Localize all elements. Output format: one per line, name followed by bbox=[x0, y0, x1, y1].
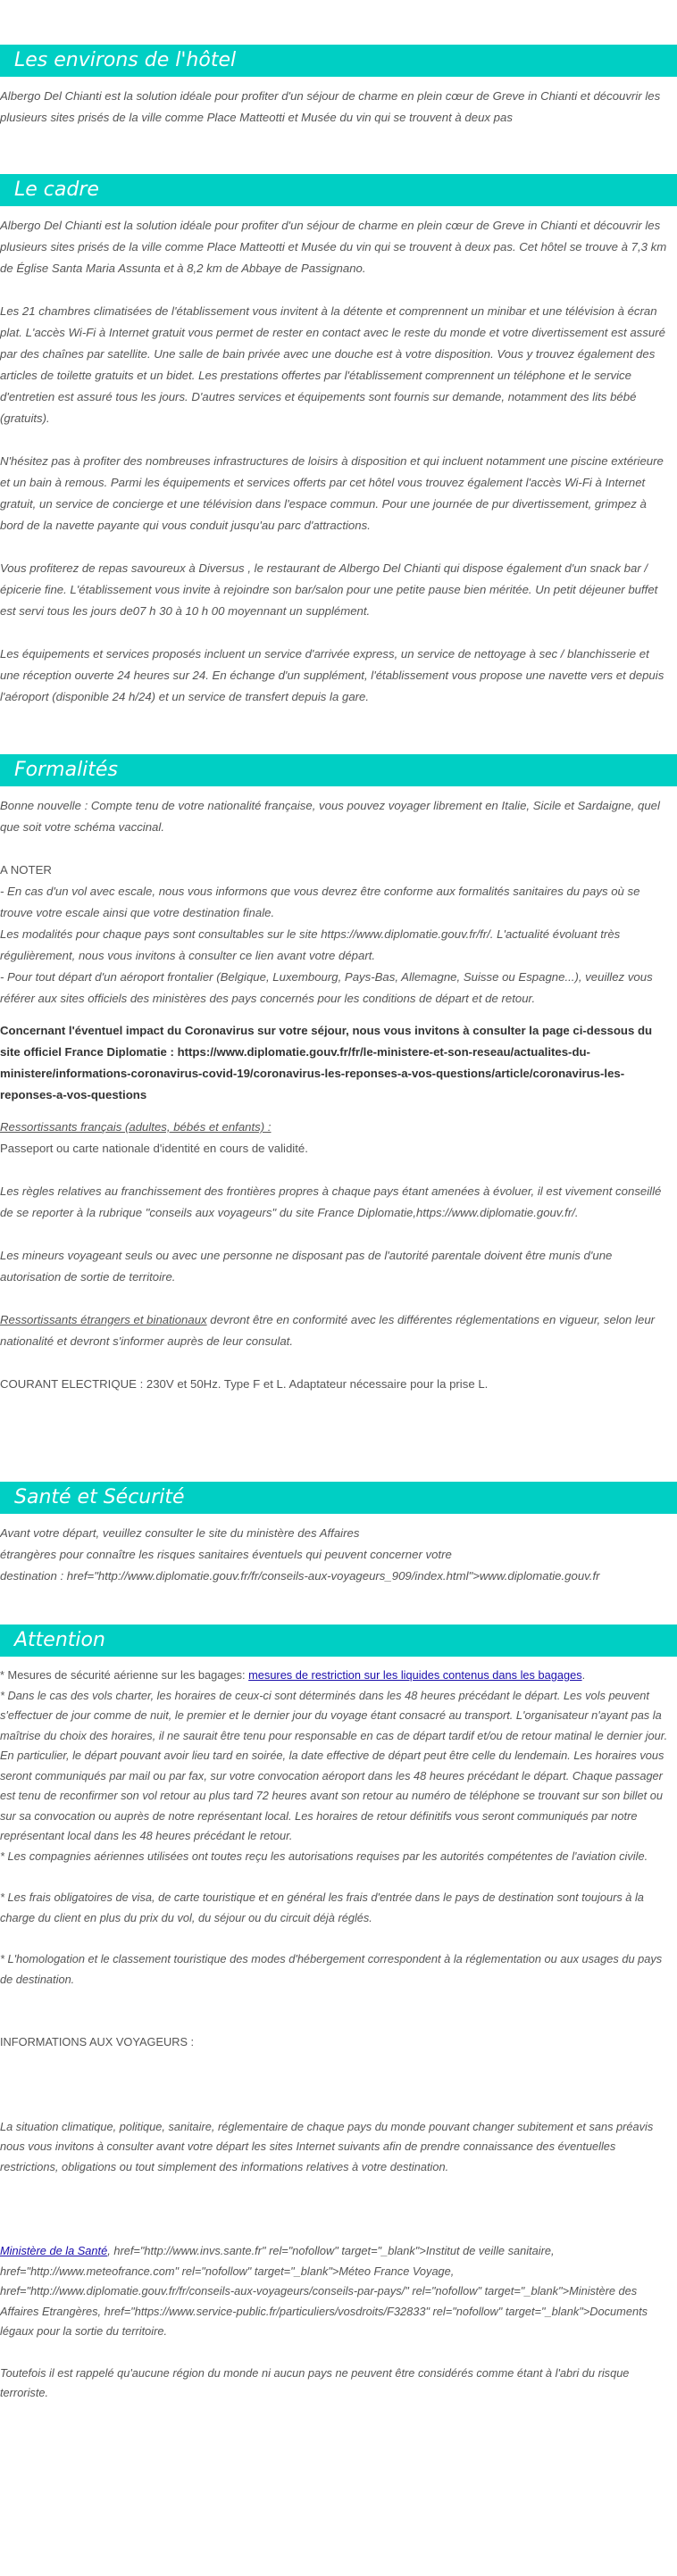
paragraph: Les règles relatives au franchissement des frontières propres à chaque pays étant amenées à évoluer, il est vivement conseillé de se reporter à la rubrique "conseils aux voyageurs" du site France Diplomatie,https://www.diplomatie.gouv.fr/. bbox=[0, 1184, 662, 1219]
paragraph bbox=[0, 1309, 668, 1352]
paragraph-line: Avant votre départ, veuillez consulter le site du ministère des Affaires bbox=[0, 1526, 360, 1540]
section-title-formalites: Formalités bbox=[0, 754, 677, 786]
paragraph: Les 21 chambres climatisées de l'établissement vous invitent à la détente et comprennent un minibar et une télévision à écran plat. L'accès Wi-Fi à Internet gratuit vous permet de rester en contact avec le reste du monde et votre divertissement est assuré par des chaînes par satellite. Une salle de bain privée avec une douche est à votre disposition. Vous y trouvez également des articles de toilette gratuits et un bidet. Les prestations offertes par l'établissement comprennent un téléphone et le service d'entretien est assuré tous les jours. D'autres services et équipements sont fournis sur demande, notamment des lits bébé (gratuits). bbox=[0, 304, 665, 425]
paragraph: Les mineurs voyageant seuls ou avec une personne ne disposant pas de l'autorité parentale doivent être munis d'une autorisation de sortie de territoire. bbox=[0, 1249, 613, 1284]
covid-notice: Concernant l'éventuel impact du Coronavirus sur votre séjour, nous vous invitons à consulter la page ci-dessous du site officiel France Diplomatie : https://www.diplomatie.gouv.fr/fr/le-ministere-et-son-reseau/actualites-du-ministere/informations-coronavirus-covid-19/coronavirus-les-reponses-a-vos-questions/article/coronavirus-les-reponses-a-vos-questions bbox=[0, 1024, 653, 1101]
section-body-sante bbox=[0, 1514, 677, 1587]
paragraph: La situation climatique, politique, sanitaire, réglementaire de chaque pays du monde pouvant changer subitement et sans préavis bbox=[0, 2119, 654, 2133]
electric-info: COURANT ELECTRIQUE : 230V et 50Hz. Type F et L. Adaptateur nécessaire pour la prise L. bbox=[0, 1377, 489, 1391]
travellers-info-heading: INFORMATIONS AUX VOYAGEURS : bbox=[0, 2035, 195, 2048]
paragraph-text: devront être en conformité avec les différentes réglementations en vigueur, selon leur nationalité et devront s'informer auprès de leur consulat. bbox=[0, 1313, 656, 1348]
section-body-cadre bbox=[0, 206, 677, 708]
paragraph-text: * Mesures de sécurité aérienne sur les bagages: bbox=[0, 1668, 249, 1682]
paragraph: * Les frais obligatoires de visa, de carte touristique et en général les frais d'entrée dans le pays de destination sont toujours à la charge du client en plus du prix du vol, du séjour ou du circuit déjà réglés. bbox=[0, 1890, 644, 1924]
paragraph: * Dans le cas des vols charter, les horaires de ceux-ci sont déterminés dans les 48 heures précédant le départ. Les vols peuvent s'effectuer de jour comme de nuit, le premier et le dernier jour du voyage étant consacré au transport. L'organisateur n'ayant pas la maîtrise du choix des horaires, il ne saurait être tenu pour responsable en cas de départ tardif et/ou de retour matinal le dernier jour. En particulier, le départ pouvant avoir lieu tard en soirée, la date effective de départ peut être celle du lendemain. Les horaires vous seront communiqués par mail ou par fax, sur votre convocation aéroport dans les 48 heures précédant le départ. Chaque passager est tenu de reconfirmer son vol retour au plus tard 72 heures avant son retour au numéro de téléphone se trouvant sur son billet ou sur sa convocation ou auprès de notre représentant local. Les horaires de retour définitifs vous seront communiqués par notre représentant local dans les 48 heures précédant le retour. bbox=[0, 1688, 668, 1842]
paragraph: Les modalités pour chaque pays sont consultables sur le site https://www.diplomatie.gouv.fr/fr/. L'actualité évoluant très régulièrement, nous vous invitons à consulter ce lien avant votre départ. bbox=[0, 927, 621, 962]
subheading-foreign-nationals: Ressortissants étrangers et binationaux bbox=[0, 1313, 207, 1326]
section-body-formalites bbox=[0, 786, 677, 1395]
paragraph: * L'homologation et le classement touristique des modes d'hébergement correspondent à la réglementation ou aux usages du pays de destination. bbox=[0, 1952, 663, 1986]
health-ministry-link[interactable]: Ministère de la Santé bbox=[0, 2244, 108, 2257]
paragraph-line: destination : href="http://www.diplomatie.gouv.fr/fr/conseils-aux-voyageurs_909/index.html">www.diplomatie.gouv.fr bbox=[0, 1569, 600, 1583]
section-title-cadre: Le cadre bbox=[0, 174, 677, 206]
paragraph: - Pour tout départ d'un aéroport frontalier (Belgique, Luxembourg, Pays-Bas, Allemagne, Suisse ou Espagne...), veuillez vous référer aux sites officiels des ministères des pays concernés pour les conditions de départ et de retour. bbox=[0, 970, 653, 1005]
paragraph-text: , href="http://www.invs.sante.fr" rel="nofollow" target="_blank">Institut de veille sanitaire, href="http://www.meteofrance.com" rel="nofollow" target="_blank">Méteo France Voyage, href="http://www.diplomatie.gouv.fr/fr/conseils-aux-voyageurs/conseils-par-pays/" rel="nofollow" target="_blank">Ministère des Affaires Etrangères, href="https://www.service-public.fr/particuliers/vosdroits/F32833" rel="nofollow" target="_blank">Documents légaux pour la sortie du territoire. bbox=[0, 2244, 648, 2338]
section-title-sante: Santé et Sécurité bbox=[0, 1482, 677, 1514]
paragraph: Vous profiterez de repas savoureux à Diversus , le restaurant de Albergo Del Chianti qui dispose également d'un snack bar / épicerie fine. L'établissement vous invite à rejoindre son bar/salon pour une petite pause bien méritée. Un petit déjeuner buffet est servi tous les jours de07 h 30 à 10 h 00 moyennant un supplément. bbox=[0, 561, 658, 618]
paragraph: * Les compagnies aériennes utilisées ont toutes reçu les autorisations requises par les autorités compétentes de l'aviation civile. bbox=[0, 1849, 648, 1863]
paragraph: Toutefois il est rappelé qu'aucune région du monde ni aucun pays ne peuvent être considérés comme étant à l'abri du risque terroriste. bbox=[0, 2365, 630, 2399]
paragraph: nous vous invitons à consulter avant votre départ les sites Internet suivants afin de prendre connaissance des éventuelles restrictions, obligations ou tout simplement des informations relatives à votre destination. bbox=[0, 2140, 616, 2173]
section-body-attention bbox=[0, 1657, 677, 2404]
section-title-attention: Attention bbox=[0, 1625, 677, 1657]
section-sante bbox=[0, 1482, 677, 1587]
paragraph-text: . bbox=[581, 1668, 586, 1682]
notice-heading: A NOTER bbox=[0, 863, 52, 877]
paragraph bbox=[0, 1666, 668, 1686]
paragraph-line: étrangères pour connaître les risques sanitaires éventuels qui peuvent concerner votre bbox=[0, 1548, 452, 1561]
paragraph: Albergo Del Chianti est la solution idéale pour profiter d'un séjour de charme en plein cœur de Greve in Chianti et découvrir les plusieurs sites prisés de la ville comme Place Matteotti et Musée du vin qui se trouvent à deux pas bbox=[0, 89, 661, 124]
section-attention bbox=[0, 1625, 677, 2404]
paragraph: Passeport ou carte nationale d'identité en cours de validité. bbox=[0, 1142, 308, 1155]
paragraph bbox=[0, 2241, 668, 2342]
section-body-environs bbox=[0, 77, 677, 129]
paragraph: N'hésitez pas à profiter des nombreuses infrastructures de loisirs à disposition et qui incluent notamment une piscine extérieure et un bain à remous. Parmi les équipements et services offerts par cet hôtel vous trouvez également l'accès Wi-Fi à Internet gratuit, un service de concierge et une télévision dans l'espace commun. Pour une journée de pur divertissement, grimpez à bord de la navette payante qui vous conduit jusqu'au parc d'attractions. bbox=[0, 454, 664, 532]
paragraph: - En cas d'un vol avec escale, nous vous informons que vous devrez être conforme aux formalités sanitaires du pays où se trouve votre escale ainsi que votre destination finale. bbox=[0, 885, 640, 919]
section-title-environs: Les environs de l'hôtel bbox=[0, 45, 677, 77]
section-cadre bbox=[0, 174, 677, 708]
paragraph: Bonne nouvelle : Compte tenu de votre nationalité française, vous pouvez voyager librement en Italie, Sicile et Sardaigne, quel que soit votre schéma vaccinal. bbox=[0, 799, 660, 834]
subheading-french-nationals: Ressortissants français (adultes, bébés et enfants) : bbox=[0, 1120, 272, 1134]
section-environs bbox=[0, 45, 677, 129]
paragraph: Albergo Del Chianti est la solution idéale pour profiter d'un séjour de charme en plein cœur de Greve in Chianti et découvrir les plusieurs sites prisés de la ville comme Place Matteotti et Musée du vin qui se trouvent à deux pas. Cet hôtel se trouve à 7,3 km de Église Santa Maria Assunta et à 8,2 km de Abbaye de Passignano. bbox=[0, 219, 667, 275]
paragraph: Les équipements et services proposés incluent un service d'arrivée express, un service de nettoyage à sec / blanchisserie et une réception ouverte 24 heures sur 24. En échange d'un supplément, l'établissement vous propose une navette vers et depuis l'aéroport (disponible 24 h/24) et un service de transfert depuis la gare. bbox=[0, 647, 664, 703]
section-formalites bbox=[0, 754, 677, 1395]
liquids-restriction-link[interactable]: mesures de restriction sur les liquides contenus dans les bagages bbox=[248, 1668, 582, 1682]
